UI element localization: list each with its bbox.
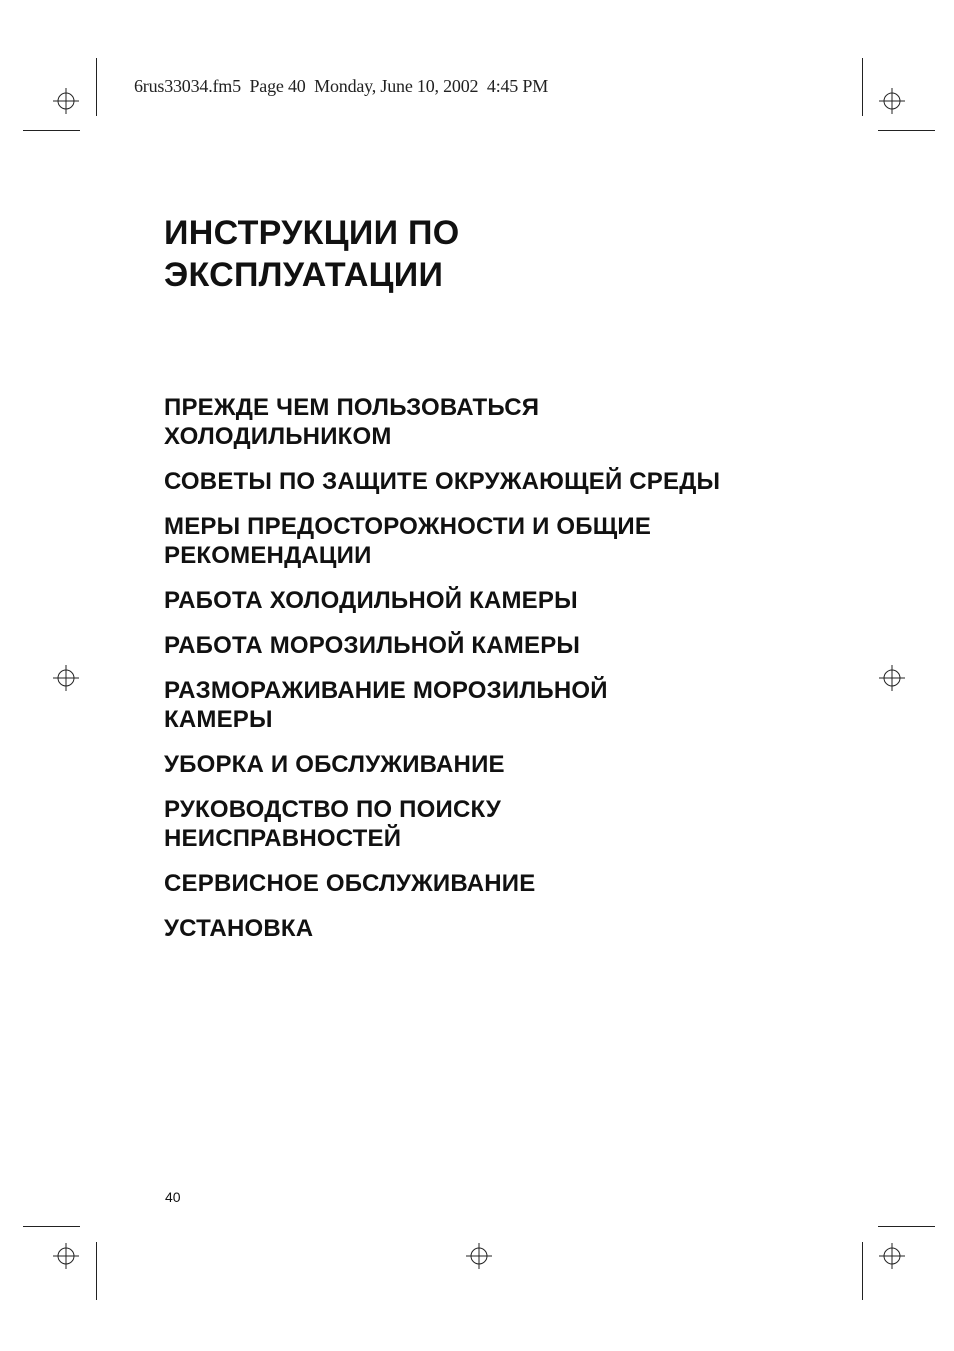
toc-item-line: КАМЕРЫ [164,706,273,733]
page-number: 40 [165,1189,181,1205]
registration-mark-icon [53,665,79,691]
crop-mark-bottom-left-h [23,1226,80,1227]
crop-mark-bottom-right-h [878,1226,935,1227]
print-header: 6rus33034.fm5 Page 40 Monday, June 10, 2002 4:45 PM [134,76,549,96]
toc-item-line: МЕРЫ ПРЕДОСТОРОЖНОСТИ И ОБЩИЕ [164,513,652,540]
toc-item-line: РАБОТА МОРОЗИЛЬНОЙ КАМЕРЫ [164,632,581,659]
registration-mark-icon [53,1243,79,1269]
registration-mark-icon [879,1243,905,1269]
page-title [164,212,460,296]
toc-item-freezer [164,631,884,660]
crop-mark-top-left-v [96,58,97,116]
toc-item-line: УБОРКА И ОБСЛУЖИВАНИЕ [164,751,505,778]
toc-item-precautions [164,512,884,570]
toc-item-line: РУКОВОДСТВО ПО ПОИСКУ [164,796,502,823]
toc-item-refrigerator [164,586,884,615]
toc-item-line: ПРЕЖДЕ ЧЕМ ПОЛЬЗОВАТЬСЯ [164,394,540,421]
toc-item-cleaning [164,750,884,779]
toc-item-environment [164,467,884,496]
table-of-contents [164,393,884,959]
toc-item-line: НЕИСПРАВНОСТЕЙ [164,825,402,852]
toc-item-installation [164,914,884,943]
toc-item-line: РАБОТА ХОЛОДИЛЬНОЙ КАМЕРЫ [164,587,578,614]
crop-mark-top-right-h [878,130,935,131]
registration-mark-icon [466,1243,492,1269]
page-title-line: ИНСТРУКЦИИ ПО [164,214,460,252]
page-title-line: ЭКСПЛУАТАЦИИ [164,256,444,294]
toc-item-line: РАЗМОРАЖИВАНИЕ МОРОЗИЛЬНОЙ [164,677,608,704]
crop-mark-top-left-h [23,130,80,131]
crop-mark-top-right-v [862,58,863,116]
toc-item-defrosting [164,676,884,734]
toc-item-line: РЕКОМЕНДАЦИИ [164,542,372,569]
toc-item-line: ХОЛОДИЛЬНИКОМ [164,423,392,450]
registration-mark-icon [53,88,79,114]
toc-item-service [164,869,884,898]
toc-item-troubleshooting [164,795,884,853]
toc-item-before-use [164,393,884,451]
crop-mark-bottom-left-v [96,1242,97,1300]
toc-item-line: УСТАНОВКА [164,915,314,942]
registration-mark-icon [879,88,905,114]
toc-item-line: СОВЕТЫ ПО ЗАЩИТЕ ОКРУЖАЮЩЕЙ СРЕДЫ [164,468,721,495]
toc-item-line: СЕРВИСНОЕ ОБСЛУЖИВАНИЕ [164,870,536,897]
crop-mark-bottom-right-v [862,1242,863,1300]
